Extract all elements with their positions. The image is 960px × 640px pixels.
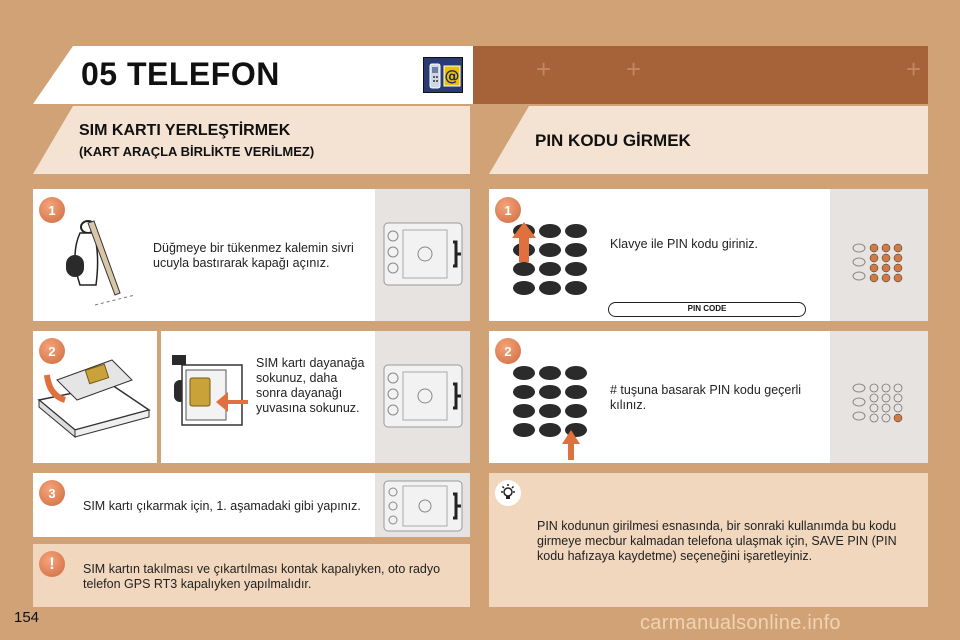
sim-section-subtitle: (KART ARAÇLA BİRLİKTE VERİLMEZ) xyxy=(79,144,315,159)
radio-unit-illustration xyxy=(383,222,463,291)
sim-insert-illustration xyxy=(168,350,248,440)
radio-unit-illustration xyxy=(383,364,463,433)
pin-code-display: PIN CODE xyxy=(608,302,806,317)
lightbulb-icon xyxy=(495,480,521,506)
page-number: 154 xyxy=(14,609,40,626)
sim-step-1-text: Düğmeye bir tükenmez kalemin sivri ucuyla bastırarak kapağı açınız. xyxy=(153,241,354,270)
header-title-area xyxy=(33,46,473,104)
step-badge: 1 xyxy=(495,197,521,223)
pin-step-2-text: # tuşuna basarak PIN kodu geçerli kılınız. xyxy=(610,383,802,412)
header-decoration: + + + xyxy=(473,46,928,104)
sim-step-2-text: SIM kartı dayanağa sokunuz, daha sonra dayanağı yuvasına sokunuz. xyxy=(256,356,365,415)
watermark: carmanualsonline.info xyxy=(640,612,841,634)
unit-keypad-illustration xyxy=(850,380,910,431)
step-badge: 1 xyxy=(39,197,65,223)
step-badge: 2 xyxy=(495,338,521,364)
sim-section-title: SIM KARTI YERLEŞTİRMEK xyxy=(79,122,291,139)
pin-step-1-text: Klavye ile PIN kodu giriniz. xyxy=(610,237,758,251)
svg-text:@: @ xyxy=(444,67,460,85)
sim-tray-illustration xyxy=(37,355,152,445)
tip-text: PIN kodunun girilmesi esnasında, bir sonraki kullanımda bu kodu girmeye mecbur kalmadan telefona ulaşmak için, SAVE PIN (PIN kodu hafızaya kaydetme) seçeneğini işaretleyiniz. xyxy=(537,519,897,563)
step-badge: 2 xyxy=(39,338,65,364)
chapter-header xyxy=(33,46,928,104)
unit-keypad-illustration xyxy=(850,240,910,291)
pen-press-illustration xyxy=(60,215,135,315)
sim-section-header xyxy=(33,106,470,174)
keypad-illustration xyxy=(510,364,592,465)
warning-text: SIM kartın takılması ve çıkartılması kontak kapalıyken, oto radyo telefon GPS RT3 kapalıyken yapılmalıdır. xyxy=(83,562,441,591)
chapter-title: 05 TELEFON xyxy=(81,56,280,92)
phone-at-icon xyxy=(423,57,463,93)
radio-unit-illustration xyxy=(383,480,463,537)
pin-section-header xyxy=(489,106,928,174)
step-badge: 3 xyxy=(39,480,65,506)
exclamation-icon: ! xyxy=(39,551,65,577)
sim-step-3-text: SIM kartı çıkarmak için, 1. aşamadaki gibi yapınız. xyxy=(83,499,361,513)
keypad-illustration xyxy=(510,222,592,303)
pin-section-title: PIN KODU GİRMEK xyxy=(535,131,691,150)
